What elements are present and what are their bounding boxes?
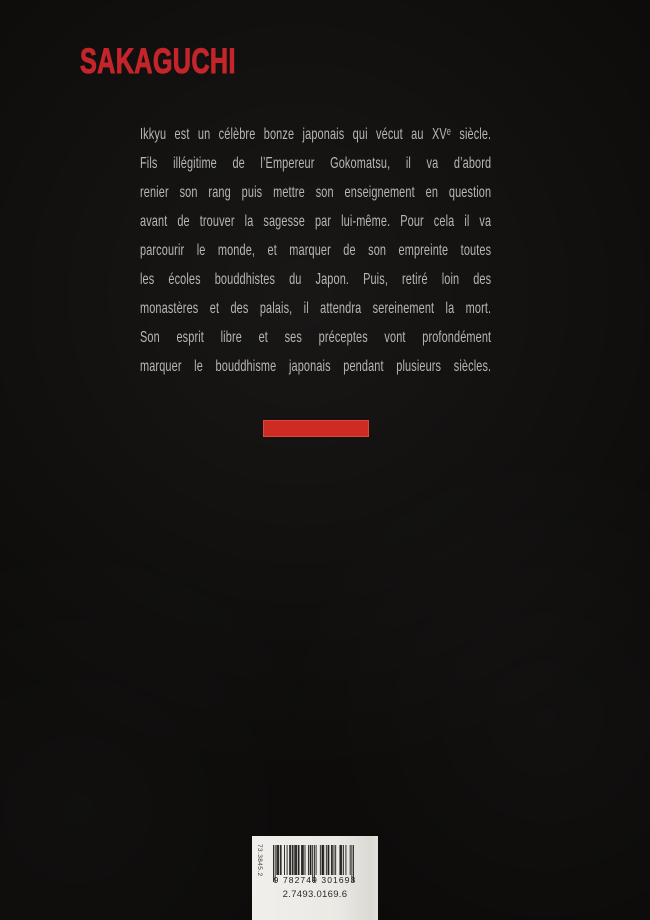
ean-number: 9 782749 301693	[273, 875, 357, 885]
synopsis-line: Son esprit libre et ses préceptes vont profondément	[140, 329, 492, 346]
synopsis	[140, 120, 491, 381]
synopsis-line: avant de trouver la sagesse par lui-même. Pour cela il va	[140, 213, 492, 230]
synopsis-line: les écoles bouddhistes du Japon. Puis, retiré loin des	[140, 271, 492, 288]
synopsis-line: Fils illégitime de l’Empereur Gokomatsu, il va d’abord	[140, 155, 492, 172]
barcode-label	[252, 836, 378, 920]
red-accent-bar	[263, 420, 369, 437]
ref-code: 2.7493.0169.6	[282, 889, 348, 900]
synopsis-line: marquer le bouddhisme japonais pendant plusieurs siècles.	[140, 358, 492, 375]
synopsis-line: Ikkyu est un célèbre bonze japonais qui vécut au XVᵉ siècle.	[140, 126, 492, 143]
synopsis-line: monastères et des palais, il attendra sereinement la mort.	[140, 300, 492, 317]
product-code-vertical: 73.3845.2	[256, 844, 263, 877]
synopsis-line: parcourir le monde, et marquer de son empreinte toutes	[140, 242, 492, 259]
synopsis-line: renier son rang puis mettre son enseignement en question	[140, 184, 492, 201]
author-name: SAKAGUCHI	[80, 42, 236, 81]
